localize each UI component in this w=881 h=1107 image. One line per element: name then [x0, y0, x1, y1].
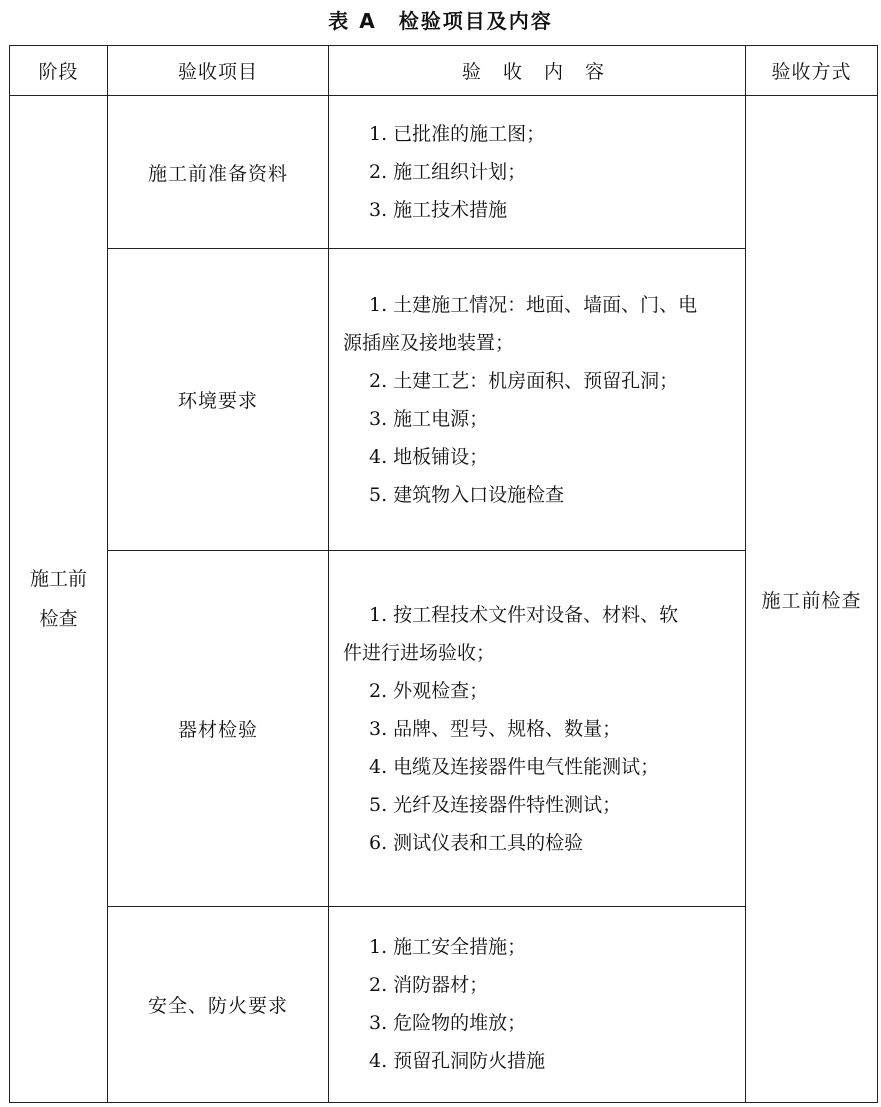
inspection-table	[9, 45, 878, 1103]
table-title	[0, 6, 881, 36]
item-cell: 安全、防火要求	[108, 906, 329, 1102]
header-item: 验收项目	[108, 46, 329, 96]
content-line: 2. 土建工艺：机房面积、预留孔洞；	[369, 369, 679, 392]
content-line: 6. 测试仪表和工具的检验	[369, 831, 584, 854]
stage-line-1: 施工前	[29, 568, 87, 591]
content-line: 1. 土建施工情况：地面、墙面、门、电	[369, 293, 698, 316]
item-cell: 环境要求	[108, 249, 329, 551]
content-line: 4. 预留孔洞防火措施	[369, 1050, 546, 1073]
item-cell: 施工前准备资料	[108, 96, 329, 249]
header-row	[10, 46, 878, 96]
content-line: 4. 电缆及连接器件电气性能测试；	[369, 755, 660, 778]
content-cell	[329, 906, 746, 1102]
content-line: 1. 已批准的施工图；	[369, 123, 546, 146]
table-label: 表 A	[328, 9, 377, 33]
table-title-text: 检验项目及内容	[398, 9, 553, 33]
content-line: 件进行进场验收；	[343, 641, 496, 664]
method-cell: 施工前检查	[746, 96, 878, 1103]
content-line: 3. 品牌、型号、规格、数量；	[369, 717, 622, 740]
content-line: 2. 施工组织计划；	[369, 161, 527, 184]
stage-cell	[10, 96, 108, 1103]
content-line: 5. 光纤及连接器件特性测试；	[369, 793, 622, 816]
header-method: 验收方式	[746, 46, 878, 96]
content-line: 5. 建筑物入口设施检查	[369, 483, 565, 506]
content-line: 2. 消防器材；	[369, 974, 489, 997]
content-line: 3. 危险物的堆放；	[369, 1012, 527, 1035]
content-line: 3. 施工技术措施	[369, 199, 508, 222]
content-line: 3. 施工电源；	[369, 407, 489, 430]
item-cell: 器材检验	[108, 551, 329, 906]
stage-line-2: 检查	[39, 608, 78, 631]
table-row	[10, 96, 878, 249]
content-cell	[329, 96, 746, 249]
header-stage: 阶段	[10, 46, 108, 96]
content-line: 1. 按工程技术文件对设备、材料、软	[369, 603, 679, 626]
content-line: 源插座及接地装置；	[343, 331, 515, 354]
content-line: 2. 外观检查；	[369, 679, 489, 702]
content-line: 1. 施工安全措施；	[369, 936, 527, 959]
content-line: 4. 地板铺设；	[369, 445, 489, 468]
content-cell	[329, 249, 746, 551]
content-cell	[329, 551, 746, 906]
header-content: 验 收 内 容	[329, 46, 746, 96]
